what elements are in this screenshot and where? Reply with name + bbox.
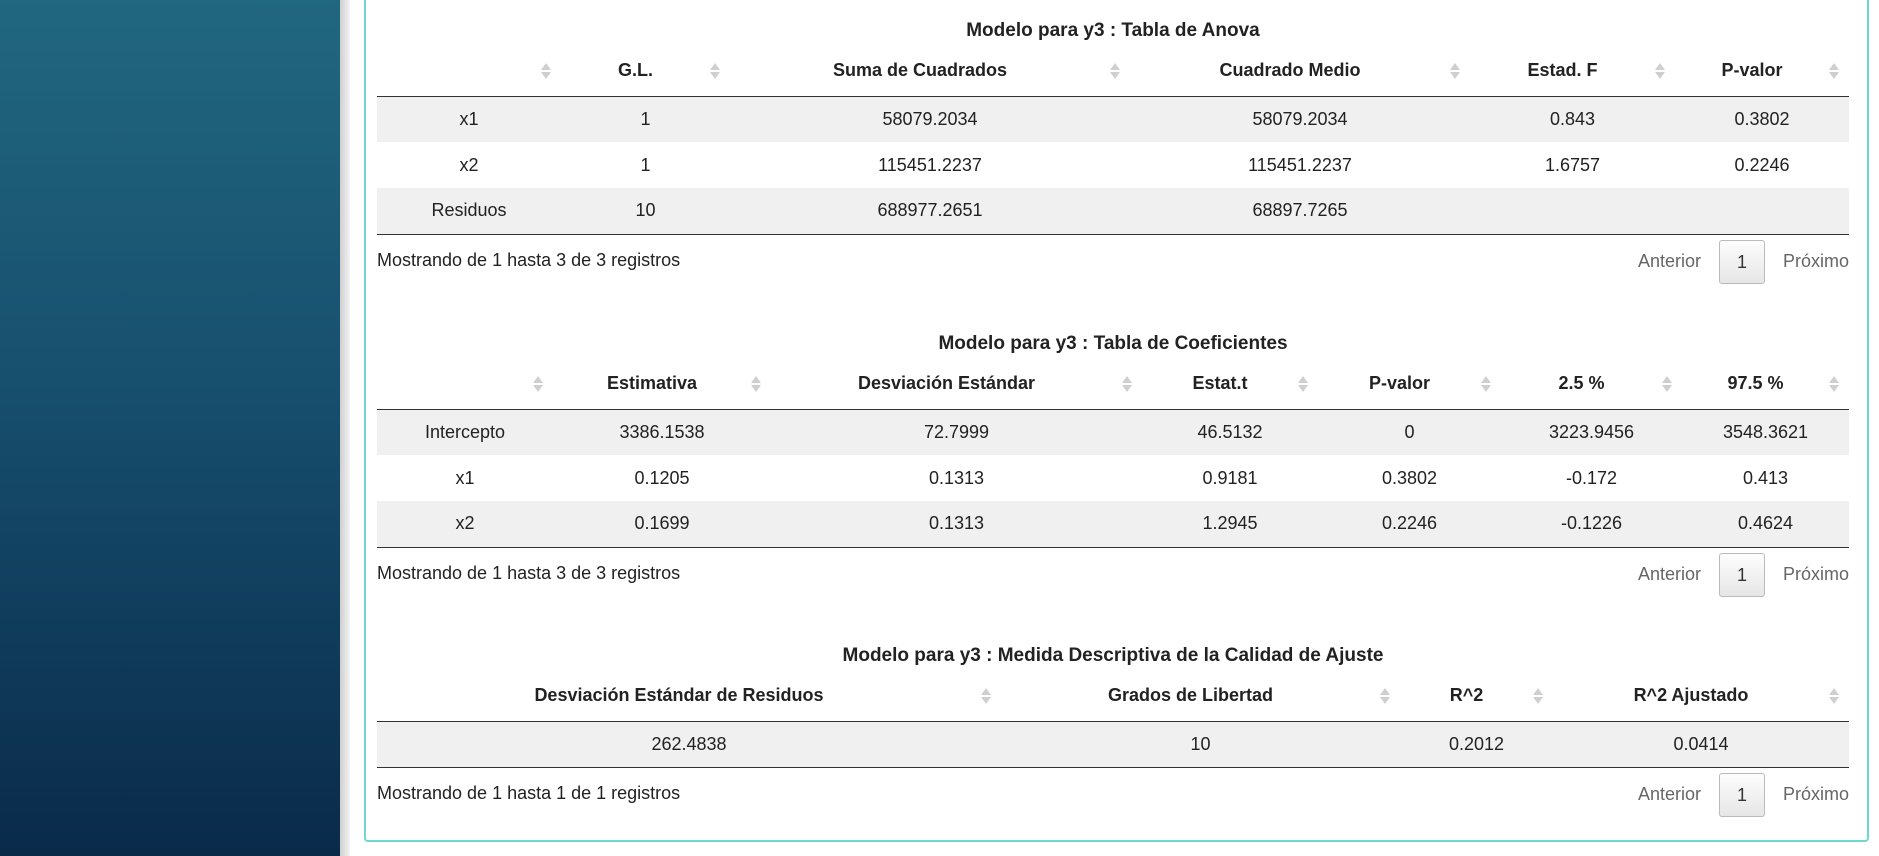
next-button[interactable]: Próximo (1782, 784, 1849, 804)
anova-title: Modelo para y3 : Tabla de Anova (966, 20, 1260, 41)
sort-icon (1122, 374, 1132, 394)
prev-button[interactable]: Anterior (1637, 564, 1701, 584)
sort-icon (981, 686, 991, 706)
anova-col-cuadrado[interactable]: Cuadrado Medio (1130, 46, 1470, 96)
sort-icon (1829, 374, 1839, 394)
anova-section (377, 16, 1849, 289)
sort-icon (1829, 686, 1839, 706)
fit-info: Mostrando de 1 hasta 1 de 1 registros (377, 782, 681, 803)
sort-icon (1829, 61, 1839, 81)
sort-icon (1450, 61, 1460, 81)
prev-button[interactable]: Anterior (1637, 251, 1701, 271)
coef-header-row (377, 359, 1849, 409)
page-1-button[interactable]: 1 (1719, 553, 1765, 597)
sort-icon (1380, 686, 1390, 706)
sort-icon (1298, 374, 1308, 394)
coef-col-desviacion[interactable]: Desviación Estándar (771, 359, 1142, 409)
sort-icon (751, 374, 761, 394)
fit-table (377, 671, 1849, 768)
fit-footer (377, 768, 1849, 822)
fit-col-grados[interactable]: Grados de Libertad (1001, 671, 1400, 721)
coef-col-upper[interactable]: 97.5 % (1682, 359, 1849, 409)
coef-footer (377, 548, 1849, 602)
anova-col-suma[interactable]: Suma de Cuadrados (730, 46, 1130, 96)
table-row: 262.4838 10 0.2012 0.0414 (377, 721, 1849, 767)
sidebar-shadow (340, 0, 350, 856)
coef-col-estimativa[interactable]: Estimativa (553, 359, 771, 409)
anova-col-gl[interactable]: G.L. (561, 46, 730, 96)
sort-icon (541, 61, 551, 81)
anova-info: Mostrando de 1 hasta 3 de 3 registros (377, 249, 681, 270)
sort-icon (533, 374, 543, 394)
page-1-button[interactable]: 1 (1719, 773, 1765, 817)
coef-info: Mostrando de 1 hasta 3 de 3 registros (377, 562, 681, 583)
sort-icon (710, 61, 720, 81)
table-row: Residuos 10 688977.2651 68897.7265 (377, 188, 1849, 234)
fit-section (377, 641, 1849, 822)
coef-table (377, 359, 1849, 548)
fit-header-row (377, 671, 1849, 721)
page-1-button[interactable]: 1 (1719, 240, 1765, 284)
anova-header-row (377, 46, 1849, 96)
table-row: x2 1 115451.2237 115451.2237 1.6757 0.2246 (459, 154, 1790, 175)
fit-pagination (1638, 773, 1849, 817)
next-button[interactable]: Próximo (1782, 251, 1849, 271)
anova-table (377, 46, 1849, 235)
sort-icon (1655, 61, 1665, 81)
sort-icon (1662, 374, 1672, 394)
fit-col-r2[interactable]: R^2 (1400, 671, 1553, 721)
table-row: Intercepto 3386.1538 72.7999 46.5132 0 3223.9456 3548.3621 (377, 409, 1849, 455)
anova-col-rowname[interactable] (377, 46, 561, 96)
anova-col-pvalor[interactable]: P-valor (1675, 46, 1849, 96)
anova-pagination (1638, 240, 1849, 284)
coef-col-pvalor[interactable]: P-valor (1318, 359, 1501, 409)
sort-icon (1110, 61, 1120, 81)
sidebar (0, 0, 340, 856)
fit-col-desviacion[interactable]: Desviación Estándar de Residuos (377, 671, 1001, 721)
prev-button[interactable]: Anterior (1637, 784, 1701, 804)
table-row: x2 0.1699 0.1313 1.2945 0.2246 -0.1226 0.4624 (377, 501, 1849, 547)
coef-col-lower[interactable]: 2.5 % (1501, 359, 1682, 409)
coef-col-estat[interactable]: Estat.t (1142, 359, 1318, 409)
sort-icon (1533, 686, 1543, 706)
fit-col-r2adj[interactable]: R^2 Ajustado (1553, 671, 1849, 721)
anova-col-f[interactable]: Estad. F (1470, 46, 1675, 96)
coef-col-rowname[interactable] (377, 359, 553, 409)
coef-pagination (1638, 553, 1849, 597)
coef-section (377, 329, 1849, 602)
sort-icon (1481, 374, 1491, 394)
next-button[interactable]: Próximo (1782, 564, 1849, 584)
fit-title: Modelo para y3 : Medida Descriptiva de la Calidad de Ajuste (842, 645, 1384, 666)
coef-title: Modelo para y3 : Tabla de Coeficientes (938, 333, 1288, 354)
anova-footer (377, 235, 1849, 289)
table-row: x1 1 58079.2034 58079.2034 0.843 0.3802 (377, 96, 1849, 142)
table-row: x1 0.1205 0.1313 0.9181 0.3802 -0.172 0.413 (455, 467, 1789, 488)
